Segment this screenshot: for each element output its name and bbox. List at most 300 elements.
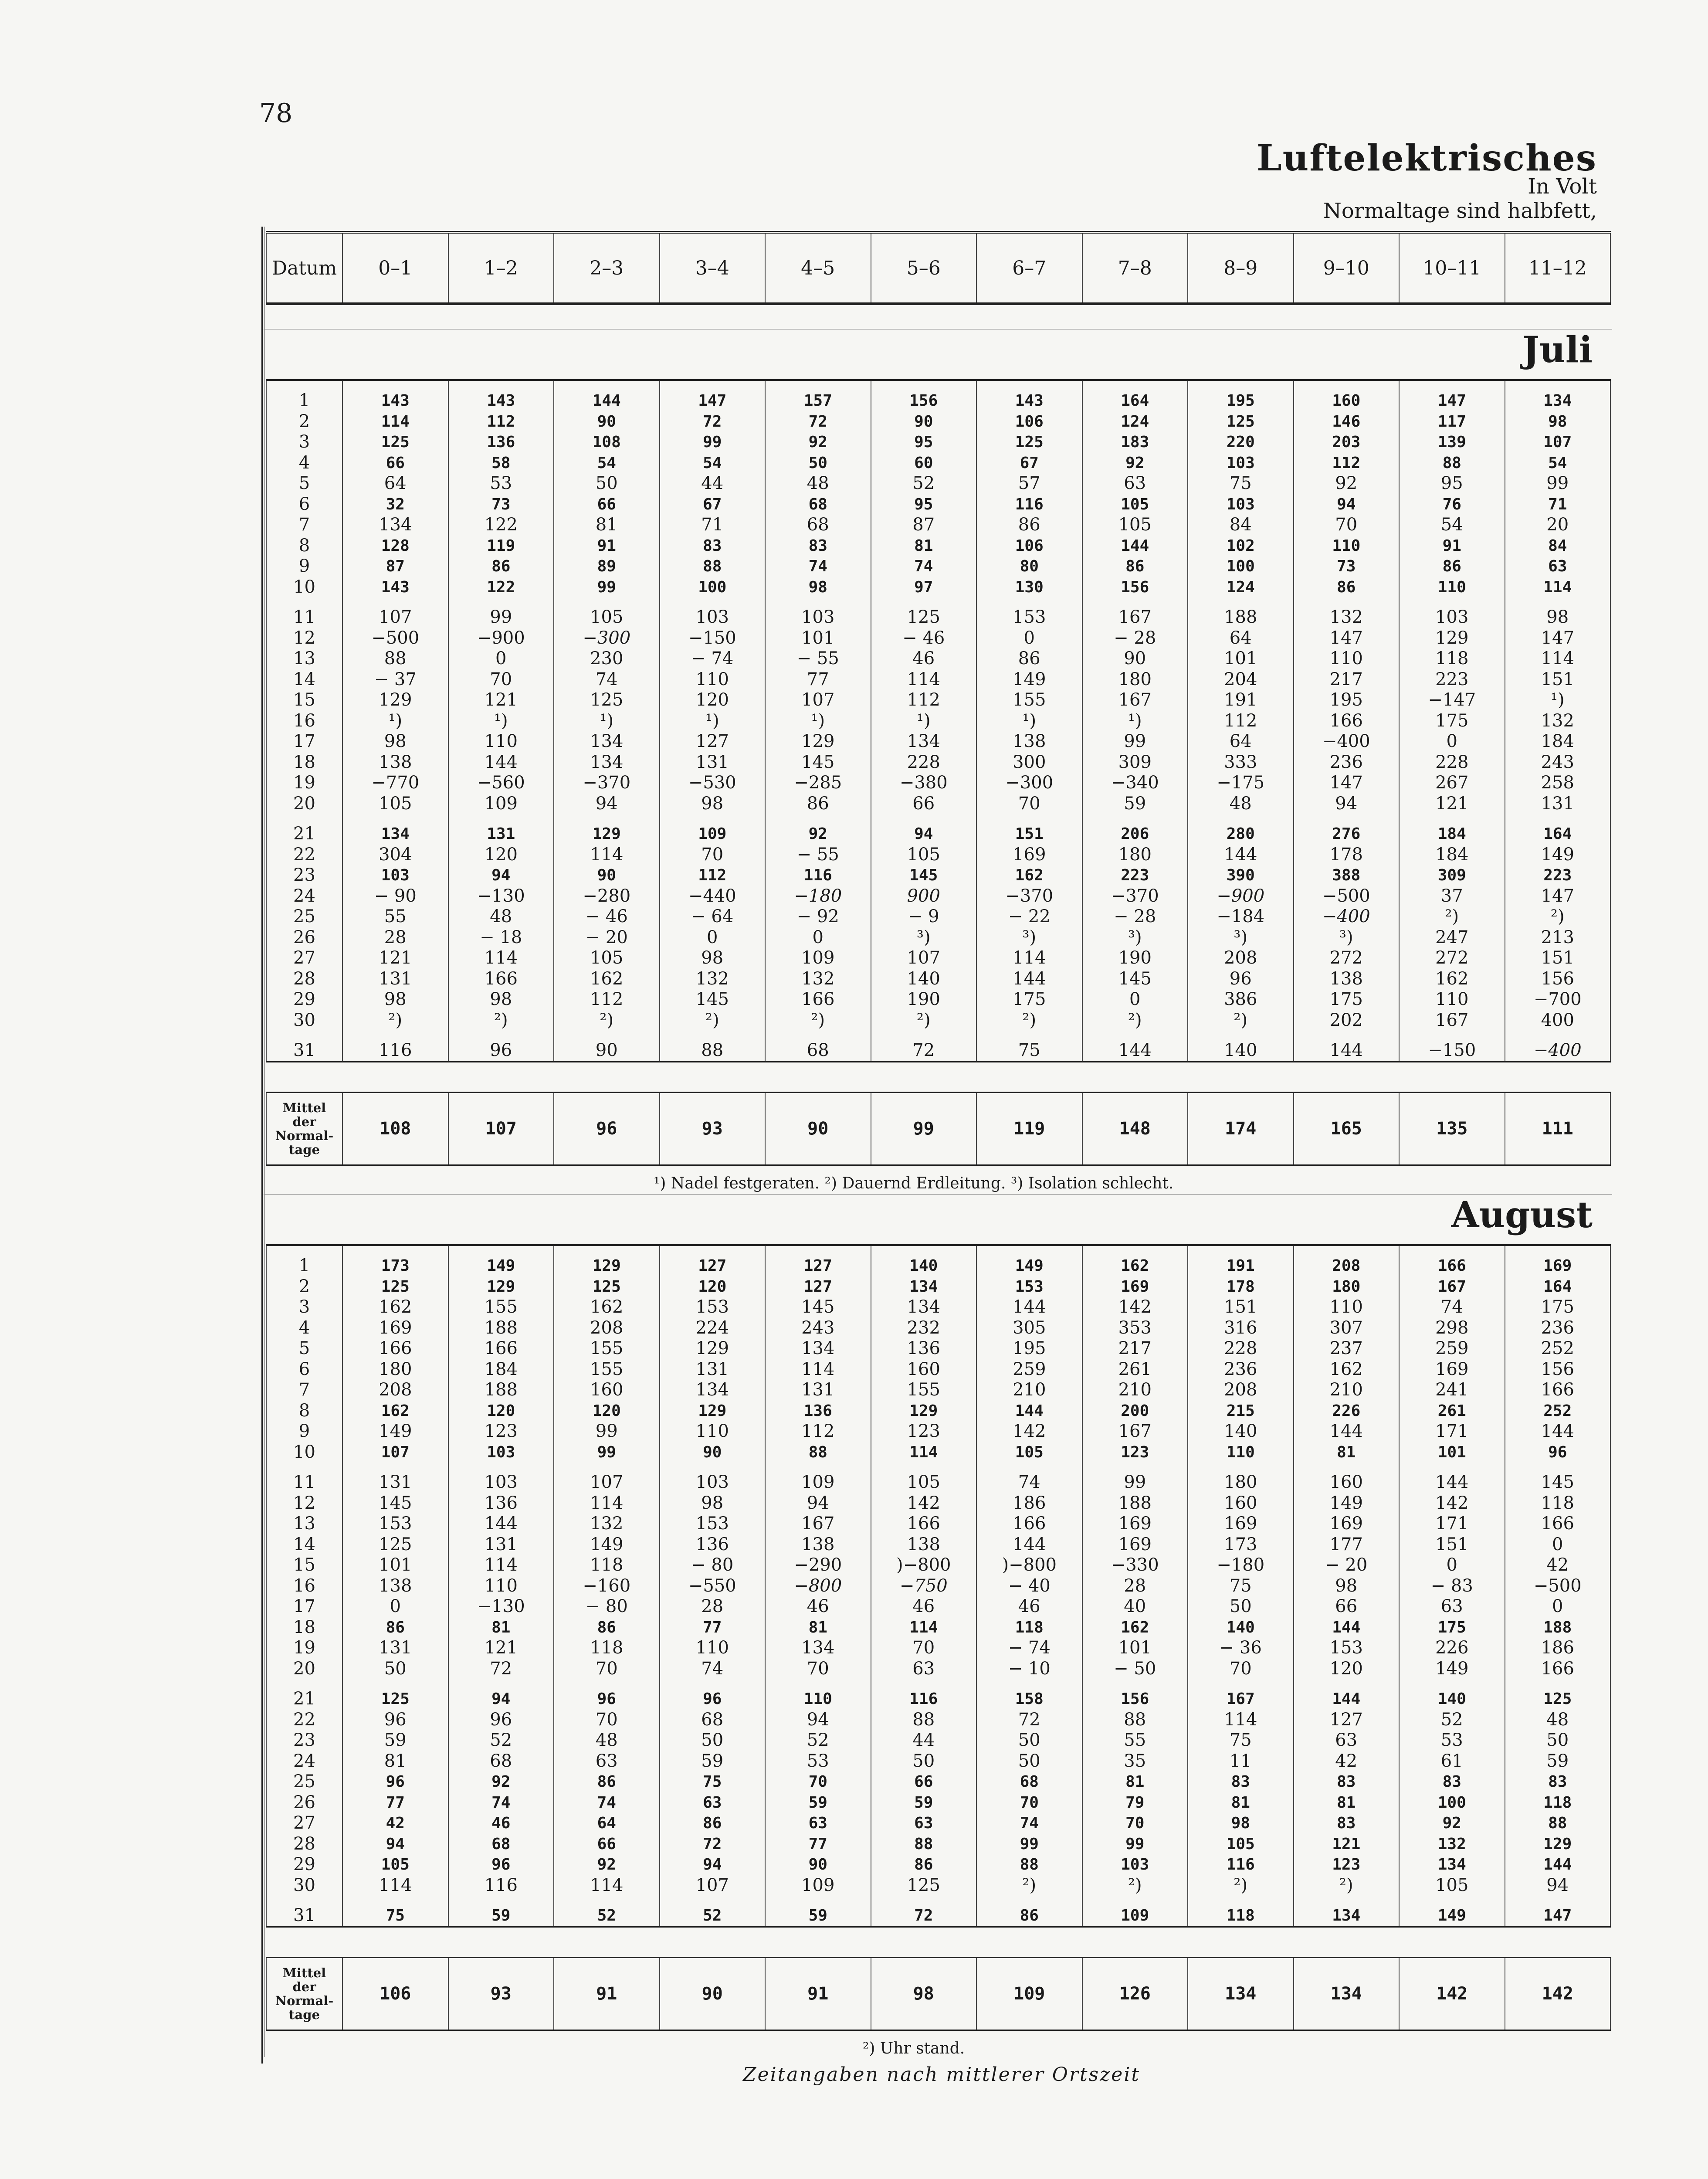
value-cell: 114 <box>871 1617 977 1638</box>
value-cell: 167 <box>1188 1679 1294 1710</box>
table-row <box>266 690 1610 711</box>
table-row <box>266 669 1610 690</box>
bottom-note: Zeitangaben nach mittlerer Ortszeit <box>743 2064 1141 2086</box>
value-cell: 59 <box>765 1896 871 1927</box>
value-cell: 0 <box>1082 989 1188 1010</box>
value-cell: −370 <box>1082 886 1188 907</box>
value-cell: 158 <box>976 1679 1082 1710</box>
value-cell: 213 <box>1505 927 1611 948</box>
value-cell: 143 <box>342 577 448 598</box>
value-cell: 105 <box>976 1442 1082 1463</box>
mean-value: 96 <box>554 1093 660 1165</box>
value-cell: 131 <box>342 1463 448 1493</box>
table-row <box>266 1596 1610 1617</box>
value-cell: 112 <box>554 989 660 1010</box>
value-cell: 252 <box>1505 1338 1611 1359</box>
value-cell: − 83 <box>1399 1576 1505 1597</box>
value-cell: ¹) <box>1505 690 1611 711</box>
day-cell: 27 <box>266 948 342 969</box>
page-number: 78 <box>259 98 293 129</box>
value-cell: 156 <box>1082 1679 1188 1710</box>
day-cell: 30 <box>266 1875 342 1896</box>
value-cell: 232 <box>871 1318 977 1339</box>
table-row <box>266 886 1610 907</box>
value-cell: − 28 <box>1082 628 1188 649</box>
value-cell: 63 <box>1505 556 1611 577</box>
value-cell: 81 <box>448 1617 554 1638</box>
value-cell: 94 <box>660 1854 766 1875</box>
table-row <box>266 494 1610 515</box>
value-cell: 80 <box>976 556 1082 577</box>
value-cell: 109 <box>765 1875 871 1896</box>
value-cell: 64 <box>1188 628 1294 649</box>
value-cell: 156 <box>1505 1359 1611 1380</box>
value-cell: 44 <box>660 473 766 494</box>
value-cell: 125 <box>554 1276 660 1297</box>
value-cell: 129 <box>660 1338 766 1359</box>
value-cell: 90 <box>871 411 977 432</box>
day-cell: 25 <box>266 1772 342 1792</box>
value-cell: 121 <box>1399 794 1505 815</box>
value-cell: 59 <box>765 1792 871 1813</box>
value-cell: 72 <box>976 1710 1082 1731</box>
value-cell: 147 <box>1505 886 1611 907</box>
value-cell: 84 <box>1505 536 1611 557</box>
table-row <box>266 731 1610 752</box>
value-cell: 66 <box>871 1772 977 1792</box>
value-cell: 166 <box>1505 1380 1611 1401</box>
value-cell: −300 <box>976 773 1082 794</box>
value-cell: 116 <box>1188 1854 1294 1875</box>
mean-value: 134 <box>1188 1958 1294 2030</box>
value-cell: 162 <box>554 969 660 990</box>
value-cell: 116 <box>976 494 1082 515</box>
value-cell: − 80 <box>660 1555 766 1576</box>
value-cell: 86 <box>1294 577 1400 598</box>
value-cell: 99 <box>1082 731 1188 752</box>
value-cell: 42 <box>342 1813 448 1834</box>
value-cell: 73 <box>1294 556 1400 577</box>
value-cell: 68 <box>448 1834 554 1855</box>
day-cell: 12 <box>266 628 342 649</box>
value-cell: 224 <box>660 1318 766 1339</box>
value-cell: 166 <box>448 1338 554 1359</box>
value-cell: 94 <box>1505 1875 1611 1896</box>
value-cell: 114 <box>448 1555 554 1576</box>
value-cell: 20 <box>1505 515 1611 536</box>
value-cell: ²) <box>1294 1875 1400 1896</box>
value-cell: 90 <box>554 865 660 886</box>
mean-value: 106 <box>342 1958 448 2030</box>
day-cell: 16 <box>266 1576 342 1597</box>
table-row <box>266 453 1610 474</box>
value-cell: 101 <box>1399 1442 1505 1463</box>
value-cell: 134 <box>342 814 448 845</box>
value-cell: 81 <box>1294 1792 1400 1813</box>
value-cell: 144 <box>976 1401 1082 1422</box>
value-cell: 144 <box>1505 1854 1611 1875</box>
value-cell: −285 <box>765 773 871 794</box>
value-cell: 50 <box>976 1730 1082 1751</box>
day-cell: 10 <box>266 577 342 598</box>
value-cell: 178 <box>1294 845 1400 865</box>
value-cell: 91 <box>1399 536 1505 557</box>
value-cell: − 37 <box>342 669 448 690</box>
table-row <box>266 1875 1610 1896</box>
value-cell: 99 <box>1082 1463 1188 1493</box>
table-row <box>266 1617 1610 1638</box>
value-cell: −180 <box>765 886 871 907</box>
column-header-hour: 5–6 <box>871 232 977 304</box>
table-row <box>266 1792 1610 1813</box>
value-cell: 162 <box>342 1401 448 1422</box>
value-cell: 81 <box>554 515 660 536</box>
value-cell: 50 <box>765 453 871 474</box>
value-cell: 120 <box>1294 1659 1400 1680</box>
value-cell: 75 <box>342 1896 448 1927</box>
value-cell: 87 <box>871 515 977 536</box>
value-cell: 98 <box>1505 597 1611 628</box>
value-cell: 134 <box>871 731 977 752</box>
value-cell: 64 <box>1188 731 1294 752</box>
value-cell: 132 <box>1505 711 1611 732</box>
value-cell: 309 <box>1082 752 1188 773</box>
day-cell: 4 <box>266 1318 342 1339</box>
day-cell: 26 <box>266 927 342 948</box>
value-cell: 164 <box>1505 814 1611 845</box>
value-cell: 54 <box>1399 515 1505 536</box>
value-cell: 105 <box>554 948 660 969</box>
value-cell: 155 <box>871 1380 977 1401</box>
value-cell: 116 <box>765 865 871 886</box>
value-cell: −400 <box>1294 731 1400 752</box>
value-cell: 160 <box>871 1359 977 1380</box>
value-cell: 134 <box>554 752 660 773</box>
value-cell: 190 <box>871 989 977 1010</box>
value-cell: 156 <box>871 380 977 411</box>
table-row <box>266 411 1610 432</box>
value-cell: 72 <box>871 1896 977 1927</box>
value-cell: 151 <box>1505 948 1611 969</box>
value-cell: ³) <box>976 927 1082 948</box>
value-cell: 32 <box>342 494 448 515</box>
value-cell: 131 <box>660 752 766 773</box>
value-cell: 140 <box>871 1245 977 1276</box>
value-cell: 84 <box>1188 515 1294 536</box>
value-cell: 109 <box>1082 1896 1188 1927</box>
value-cell: − 50 <box>1082 1659 1188 1680</box>
value-cell: 153 <box>342 1514 448 1534</box>
value-cell: 120 <box>448 845 554 865</box>
mean-value: 90 <box>765 1093 871 1165</box>
value-cell: 110 <box>1294 536 1400 557</box>
value-cell: 226 <box>1399 1638 1505 1659</box>
value-cell: 132 <box>765 969 871 990</box>
value-cell: 110 <box>660 1421 766 1442</box>
table-row <box>266 1576 1610 1597</box>
value-cell: 114 <box>1505 648 1611 669</box>
value-cell: 66 <box>554 494 660 515</box>
value-cell: 121 <box>448 690 554 711</box>
value-cell: 83 <box>1505 1772 1611 1792</box>
value-cell: ²) <box>1188 1010 1294 1031</box>
table-row <box>266 1730 1610 1751</box>
mean-table-august <box>266 1957 1611 2031</box>
value-cell: 0 <box>660 927 766 948</box>
value-cell: 127 <box>765 1245 871 1276</box>
day-cell: 6 <box>266 1359 342 1380</box>
table-row <box>266 1679 1610 1710</box>
value-cell: 164 <box>1082 380 1188 411</box>
value-cell: 95 <box>1399 473 1505 494</box>
value-cell: 48 <box>448 906 554 927</box>
value-cell: 64 <box>554 1813 660 1834</box>
mean-value: 108 <box>342 1093 448 1165</box>
table-row <box>266 473 1610 494</box>
value-cell: −150 <box>1399 1031 1505 1062</box>
value-cell: 261 <box>1399 1401 1505 1422</box>
value-cell: − 55 <box>765 845 871 865</box>
value-cell: 44 <box>871 1730 977 1751</box>
value-cell: 99 <box>1082 1834 1188 1855</box>
value-cell: 89 <box>554 556 660 577</box>
value-cell: 99 <box>554 1421 660 1442</box>
value-cell: 129 <box>1505 1834 1611 1855</box>
value-cell: 131 <box>448 814 554 845</box>
table-row <box>266 1401 1610 1422</box>
value-cell: 120 <box>554 1401 660 1422</box>
value-cell: −130 <box>448 886 554 907</box>
month-title-august: August <box>1451 1194 1593 1236</box>
column-header-hour: 8–9 <box>1188 232 1294 304</box>
value-cell: 210 <box>976 1380 1082 1401</box>
value-cell: 40 <box>1082 1596 1188 1617</box>
value-cell: −900 <box>448 628 554 649</box>
value-cell: 70 <box>765 1772 871 1792</box>
footnote-juli: ¹) Nadel festgeraten. ²) Dauernd Erdleitung. ³) Isolation schlecht. <box>654 1174 1174 1192</box>
value-cell: 88 <box>1399 453 1505 474</box>
value-cell: 81 <box>871 536 977 557</box>
value-cell: 272 <box>1399 948 1505 969</box>
value-cell: 114 <box>1188 1710 1294 1731</box>
value-cell: 52 <box>660 1896 766 1927</box>
value-cell: 68 <box>448 1751 554 1772</box>
value-cell: 138 <box>871 1534 977 1555</box>
value-cell: 28 <box>342 927 448 948</box>
day-cell: 25 <box>266 906 342 927</box>
value-cell: 50 <box>1505 1730 1611 1751</box>
value-cell: −130 <box>448 1596 554 1617</box>
value-cell: 166 <box>976 1514 1082 1534</box>
value-cell: 272 <box>1294 948 1400 969</box>
table-row <box>266 1380 1610 1401</box>
value-cell: ²) <box>871 1010 977 1031</box>
value-cell: 138 <box>342 752 448 773</box>
value-cell: 0 <box>1399 731 1505 752</box>
value-cell: 236 <box>1505 1318 1611 1339</box>
value-cell: 53 <box>1399 1730 1505 1751</box>
value-cell: 114 <box>342 411 448 432</box>
value-cell: 105 <box>342 1854 448 1875</box>
value-cell: 151 <box>1505 669 1611 690</box>
value-cell: 54 <box>1505 453 1611 474</box>
value-cell: 88 <box>871 1834 977 1855</box>
value-cell: 63 <box>871 1813 977 1834</box>
value-cell: 180 <box>1294 1276 1400 1297</box>
value-cell: 127 <box>1294 1710 1400 1731</box>
value-cell: 153 <box>976 597 1082 628</box>
value-cell: 252 <box>1505 1401 1611 1422</box>
value-cell: 188 <box>448 1318 554 1339</box>
value-cell: 99 <box>1505 473 1611 494</box>
value-cell: 169 <box>1188 1514 1294 1534</box>
value-cell: 107 <box>871 948 977 969</box>
value-cell: 98 <box>1505 411 1611 432</box>
value-cell: − 40 <box>976 1576 1082 1597</box>
column-header-hour: 11–12 <box>1505 232 1611 304</box>
value-cell: 107 <box>342 597 448 628</box>
value-cell: 143 <box>342 380 448 411</box>
day-cell: 16 <box>266 711 342 732</box>
value-cell: 75 <box>1188 473 1294 494</box>
value-cell: 74 <box>660 1659 766 1680</box>
value-cell: − 20 <box>554 927 660 948</box>
table-row <box>266 948 1610 969</box>
value-cell: 386 <box>1188 989 1294 1010</box>
value-cell: 88 <box>1505 1813 1611 1834</box>
value-cell: 74 <box>554 669 660 690</box>
value-cell: 112 <box>448 411 554 432</box>
value-cell: 105 <box>1399 1875 1505 1896</box>
value-cell: 143 <box>448 380 554 411</box>
day-cell: 28 <box>266 1834 342 1855</box>
day-cell: 24 <box>266 1751 342 1772</box>
value-cell: 125 <box>342 1679 448 1710</box>
value-cell: 60 <box>871 453 977 474</box>
value-cell: 59 <box>660 1751 766 1772</box>
value-cell: 140 <box>1188 1617 1294 1638</box>
value-cell: 144 <box>976 969 1082 990</box>
value-cell: 180 <box>1188 1463 1294 1493</box>
value-cell: ²) <box>765 1010 871 1031</box>
value-cell: 307 <box>1294 1318 1400 1339</box>
value-cell: 136 <box>871 1338 977 1359</box>
value-cell: 125 <box>871 597 977 628</box>
mean-value: 98 <box>871 1958 977 2030</box>
column-header-hour: 10–11 <box>1399 232 1505 304</box>
value-cell: 95 <box>871 494 977 515</box>
value-cell: 0 <box>1505 1534 1611 1555</box>
value-cell: 105 <box>871 845 977 865</box>
value-cell: 105 <box>1082 494 1188 515</box>
day-cell: 26 <box>266 1792 342 1813</box>
value-cell: 134 <box>765 1638 871 1659</box>
value-cell: 70 <box>448 669 554 690</box>
value-cell: − 74 <box>660 648 766 669</box>
value-cell: 166 <box>448 969 554 990</box>
mean-row <box>266 1093 1610 1165</box>
value-cell: 316 <box>1188 1318 1294 1339</box>
value-cell: 28 <box>660 1596 766 1617</box>
value-cell: − 22 <box>976 906 1082 927</box>
value-cell: 90 <box>765 1854 871 1875</box>
value-cell: − 74 <box>976 1638 1082 1659</box>
value-cell: 160 <box>1188 1493 1294 1514</box>
value-cell: 0 <box>1399 1555 1505 1576</box>
table-row <box>266 1834 1610 1855</box>
value-cell: 143 <box>976 380 1082 411</box>
value-cell: 114 <box>871 669 977 690</box>
value-cell: ¹) <box>660 711 766 732</box>
value-cell: 400 <box>1505 1010 1611 1031</box>
value-cell: 95 <box>871 432 977 453</box>
day-cell: 18 <box>266 1617 342 1638</box>
value-cell: 109 <box>448 794 554 815</box>
value-cell: 151 <box>1399 1534 1505 1555</box>
value-cell: 96 <box>1188 969 1294 990</box>
value-cell: 50 <box>342 1659 448 1680</box>
value-cell: 118 <box>976 1617 1082 1638</box>
value-cell: 28 <box>1082 1576 1188 1597</box>
value-cell: 147 <box>1505 1896 1611 1927</box>
value-cell: 59 <box>1082 794 1188 815</box>
value-cell: 149 <box>976 669 1082 690</box>
value-cell: 243 <box>1505 752 1611 773</box>
value-cell: 98 <box>765 577 871 598</box>
value-cell: 147 <box>1505 628 1611 649</box>
value-cell: 52 <box>1399 1710 1505 1731</box>
mean-value: 119 <box>976 1093 1082 1165</box>
value-cell: 149 <box>554 1534 660 1555</box>
value-cell: 276 <box>1294 814 1400 845</box>
day-cell: 9 <box>266 1421 342 1442</box>
value-cell: 144 <box>1294 1031 1400 1062</box>
value-cell: 142 <box>871 1493 977 1514</box>
value-cell: 134 <box>660 1380 766 1401</box>
frame-left-rule <box>261 227 263 2064</box>
value-cell: 71 <box>1505 494 1611 515</box>
value-cell: 178 <box>1188 1276 1294 1297</box>
column-header-hour: 0–1 <box>342 232 448 304</box>
value-cell: 122 <box>448 515 554 536</box>
value-cell: 156 <box>1505 969 1611 990</box>
value-cell: 203 <box>1294 432 1400 453</box>
value-cell: 155 <box>554 1359 660 1380</box>
table-row <box>266 1010 1610 1031</box>
value-cell: 114 <box>448 948 554 969</box>
value-cell: 83 <box>1188 1772 1294 1792</box>
value-cell: 81 <box>342 1751 448 1772</box>
value-cell: 75 <box>976 1031 1082 1062</box>
value-cell: −400 <box>1505 1031 1611 1062</box>
value-cell: 107 <box>765 690 871 711</box>
mean-value: 148 <box>1082 1093 1188 1165</box>
value-cell: 114 <box>342 1875 448 1896</box>
value-cell: 166 <box>765 989 871 1010</box>
value-cell: 77 <box>660 1617 766 1638</box>
value-cell: 98 <box>660 948 766 969</box>
mean-value: 91 <box>765 1958 871 2030</box>
value-cell: 101 <box>1082 1638 1188 1659</box>
value-cell: 83 <box>660 536 766 557</box>
value-cell: 92 <box>765 432 871 453</box>
value-cell: 66 <box>1294 1596 1400 1617</box>
value-cell: 195 <box>1294 690 1400 711</box>
value-cell: 129 <box>1399 628 1505 649</box>
day-cell: 15 <box>266 1555 342 1576</box>
value-cell: 0 <box>1505 1596 1611 1617</box>
value-cell: 166 <box>1399 1245 1505 1276</box>
